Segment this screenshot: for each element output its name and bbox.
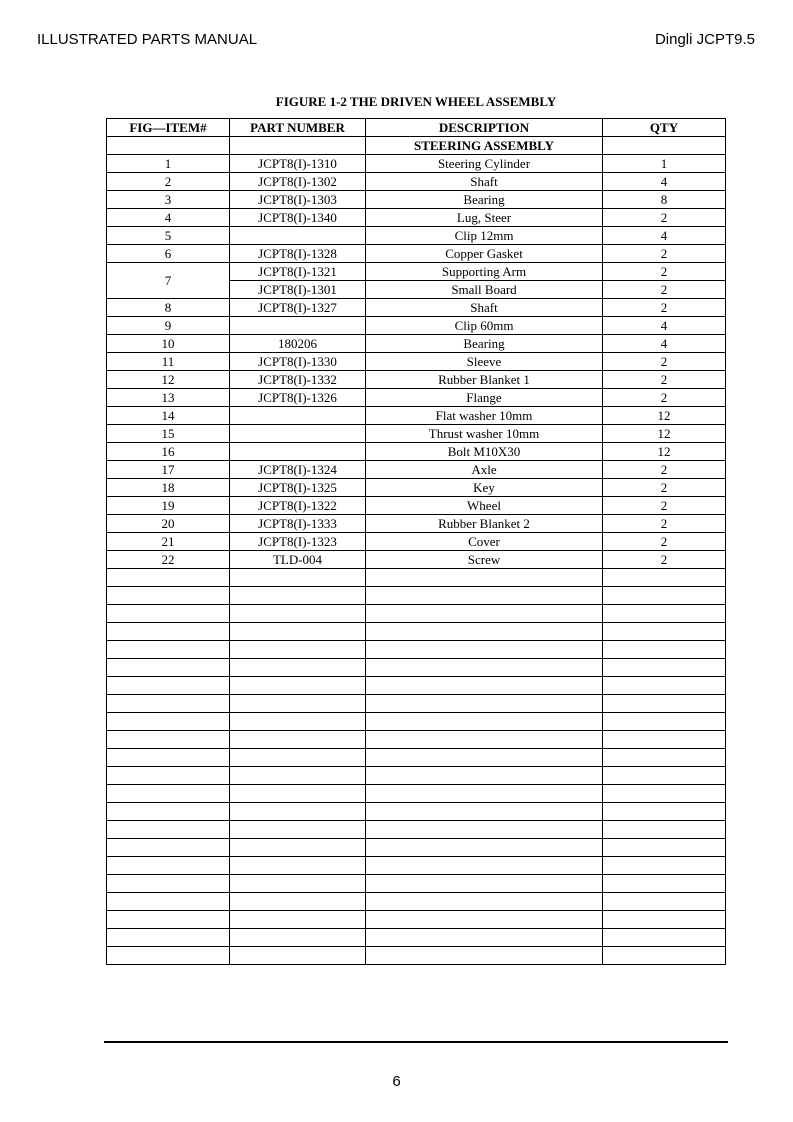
blank-cell — [230, 749, 366, 767]
blank-cell — [603, 569, 726, 587]
blank-row — [107, 857, 726, 875]
blank-cell — [230, 695, 366, 713]
table-row — [107, 389, 726, 407]
blank-cell — [603, 857, 726, 875]
qty-cell: 4 — [603, 335, 726, 353]
blank-cell — [107, 641, 230, 659]
description-cell: Copper Gasket — [366, 245, 603, 263]
blank-cell — [107, 821, 230, 839]
item-number-cell: 1 — [107, 155, 230, 173]
blank-row — [107, 911, 726, 929]
part-number-cell: JCPT8(I)-1330 — [230, 353, 366, 371]
blank-cell — [366, 857, 603, 875]
table-row — [107, 353, 726, 371]
part-number-cell: JCPT8(I)-1301 — [230, 281, 366, 299]
blank-cell — [366, 875, 603, 893]
blank-cell — [230, 767, 366, 785]
blank-cell — [230, 857, 366, 875]
blank-cell — [230, 911, 366, 929]
blank-cell — [603, 785, 726, 803]
blank-cell — [107, 677, 230, 695]
qty-cell: 2 — [603, 389, 726, 407]
blank-cell — [230, 713, 366, 731]
blank-cell — [366, 677, 603, 695]
part-number-cell: JCPT8(I)-1327 — [230, 299, 366, 317]
part-number-cell: JCPT8(I)-1324 — [230, 461, 366, 479]
qty-cell: 2 — [603, 299, 726, 317]
description-cell: Rubber Blanket 2 — [366, 515, 603, 533]
item-number-cell: 14 — [107, 407, 230, 425]
table-row — [107, 335, 726, 353]
qty-cell: 2 — [603, 515, 726, 533]
table-row — [107, 497, 726, 515]
part-number-cell — [230, 443, 366, 461]
blank-cell — [107, 605, 230, 623]
item-number-cell: 20 — [107, 515, 230, 533]
qty-cell: 2 — [603, 263, 726, 281]
section-row — [107, 137, 726, 155]
blank-cell — [603, 677, 726, 695]
blank-cell — [366, 605, 603, 623]
part-number-cell: JCPT8(I)-1322 — [230, 497, 366, 515]
blank-cell — [107, 875, 230, 893]
description-cell: Cover — [366, 533, 603, 551]
part-number-cell: JCPT8(I)-1302 — [230, 173, 366, 191]
part-number-cell: JCPT8(I)-1332 — [230, 371, 366, 389]
description-cell: Axle — [366, 461, 603, 479]
blank-cell — [107, 695, 230, 713]
description-cell: Clip 60mm — [366, 317, 603, 335]
table-row — [107, 515, 726, 533]
description-cell: Shaft — [366, 173, 603, 191]
blank-cell — [107, 569, 230, 587]
blank-cell — [107, 803, 230, 821]
blank-cell — [603, 749, 726, 767]
item-number-cell: 3 — [107, 191, 230, 209]
blank-cell — [366, 893, 603, 911]
blank-cell — [366, 695, 603, 713]
item-number-cell: 22 — [107, 551, 230, 569]
parts-table — [106, 118, 726, 965]
part-number-cell — [230, 227, 366, 245]
blank-cell — [366, 569, 603, 587]
description-cell: Supporting Arm — [366, 263, 603, 281]
part-number-cell — [230, 317, 366, 335]
column-header-fig-item: FIG—ITEM# — [107, 119, 230, 137]
qty-cell: 4 — [603, 317, 726, 335]
parts-table-body — [107, 137, 726, 965]
description-cell: Flat washer 10mm — [366, 407, 603, 425]
blank-row — [107, 623, 726, 641]
qty-cell: 1 — [603, 155, 726, 173]
qty-cell: 12 — [603, 407, 726, 425]
column-header-description: DESCRIPTION — [366, 119, 603, 137]
item-number-cell: 12 — [107, 371, 230, 389]
section-cell-empty — [107, 137, 230, 155]
description-cell: Rubber Blanket 1 — [366, 371, 603, 389]
description-cell: Screw — [366, 551, 603, 569]
description-cell: Wheel — [366, 497, 603, 515]
blank-cell — [230, 875, 366, 893]
table-row — [107, 461, 726, 479]
column-header-part-number: PART NUMBER — [230, 119, 366, 137]
table-row — [107, 551, 726, 569]
blank-cell — [230, 623, 366, 641]
blank-row — [107, 641, 726, 659]
qty-cell: 2 — [603, 371, 726, 389]
item-number-cell: 21 — [107, 533, 230, 551]
description-cell: Sleeve — [366, 353, 603, 371]
table-row — [107, 155, 726, 173]
item-number-cell: 9 — [107, 317, 230, 335]
blank-cell — [230, 785, 366, 803]
blank-cell — [366, 659, 603, 677]
blank-cell — [230, 569, 366, 587]
blank-cell — [603, 893, 726, 911]
blank-row — [107, 785, 726, 803]
qty-cell: 12 — [603, 425, 726, 443]
item-number-cell: 17 — [107, 461, 230, 479]
table-row — [107, 317, 726, 335]
blank-cell — [230, 659, 366, 677]
blank-cell — [107, 929, 230, 947]
blank-cell — [603, 839, 726, 857]
qty-cell: 2 — [603, 353, 726, 371]
description-cell: Thrust washer 10mm — [366, 425, 603, 443]
part-number-cell: JCPT8(I)-1340 — [230, 209, 366, 227]
table-row — [107, 299, 726, 317]
blank-row — [107, 713, 726, 731]
blank-cell — [230, 929, 366, 947]
blank-cell — [366, 623, 603, 641]
blank-cell — [366, 731, 603, 749]
blank-cell — [366, 911, 603, 929]
qty-cell: 2 — [603, 281, 726, 299]
blank-cell — [603, 623, 726, 641]
part-number-cell: JCPT8(I)-1326 — [230, 389, 366, 407]
blank-cell — [107, 623, 230, 641]
blank-cell — [107, 713, 230, 731]
blank-row — [107, 587, 726, 605]
table-row — [107, 191, 726, 209]
blank-cell — [107, 785, 230, 803]
blank-row — [107, 695, 726, 713]
blank-row — [107, 767, 726, 785]
table-row — [107, 371, 726, 389]
blank-row — [107, 605, 726, 623]
item-number-cell: 13 — [107, 389, 230, 407]
model-name: Dingli JCPT9.5 — [654, 31, 755, 48]
part-number-cell: JCPT8(I)-1303 — [230, 191, 366, 209]
part-number-cell: JCPT8(I)-1333 — [230, 515, 366, 533]
table-row — [107, 245, 726, 263]
table-row — [107, 425, 726, 443]
blank-row — [107, 821, 726, 839]
part-number-cell: 180206 — [230, 335, 366, 353]
item-number-cell: 8 — [107, 299, 230, 317]
table-header-row — [107, 119, 726, 137]
manual-title: ILLUSTRATED PARTS MANUAL — [37, 31, 258, 48]
description-cell: Bolt M10X30 — [366, 443, 603, 461]
part-number-cell — [230, 407, 366, 425]
part-number-cell: JCPT8(I)-1328 — [230, 245, 366, 263]
blank-row — [107, 947, 726, 965]
qty-cell: 2 — [603, 533, 726, 551]
item-number-cell: 16 — [107, 443, 230, 461]
blank-cell — [603, 947, 726, 965]
blank-cell — [603, 605, 726, 623]
blank-cell — [366, 785, 603, 803]
qty-cell: 2 — [603, 245, 726, 263]
blank-cell — [107, 749, 230, 767]
description-cell: Key — [366, 479, 603, 497]
table-row — [107, 533, 726, 551]
part-number-cell: JCPT8(I)-1325 — [230, 479, 366, 497]
blank-row — [107, 569, 726, 587]
blank-row — [107, 839, 726, 857]
blank-cell — [603, 929, 726, 947]
item-number-cell: 18 — [107, 479, 230, 497]
blank-cell — [107, 659, 230, 677]
section-cell-empty — [230, 137, 366, 155]
part-number-cell — [230, 425, 366, 443]
qty-cell: 2 — [603, 209, 726, 227]
blank-cell — [366, 749, 603, 767]
qty-cell: 4 — [603, 173, 726, 191]
blank-cell — [230, 677, 366, 695]
qty-cell: 2 — [603, 461, 726, 479]
part-number-cell: TLD-004 — [230, 551, 366, 569]
blank-row — [107, 659, 726, 677]
blank-cell — [603, 875, 726, 893]
qty-cell: 2 — [603, 479, 726, 497]
blank-row — [107, 749, 726, 767]
blank-cell — [107, 731, 230, 749]
blank-cell — [603, 713, 726, 731]
part-number-cell: JCPT8(I)-1310 — [230, 155, 366, 173]
blank-row — [107, 875, 726, 893]
description-cell: Clip 12mm — [366, 227, 603, 245]
blank-cell — [366, 767, 603, 785]
blank-cell — [230, 821, 366, 839]
blank-cell — [230, 641, 366, 659]
blank-cell — [603, 695, 726, 713]
blank-cell — [366, 929, 603, 947]
blank-cell — [107, 947, 230, 965]
section-label: STEERING ASSEMBLY — [366, 137, 603, 155]
blank-cell — [603, 803, 726, 821]
item-number-cell: 2 — [107, 173, 230, 191]
description-cell: Shaft — [366, 299, 603, 317]
blank-cell — [603, 911, 726, 929]
blank-cell — [603, 821, 726, 839]
description-cell: Bearing — [366, 191, 603, 209]
item-number-cell: 19 — [107, 497, 230, 515]
blank-cell — [603, 641, 726, 659]
table-row — [107, 173, 726, 191]
page-number: 6 — [392, 1073, 401, 1090]
table-row — [107, 407, 726, 425]
blank-cell — [603, 767, 726, 785]
description-cell: Bearing — [366, 335, 603, 353]
blank-cell — [107, 857, 230, 875]
item-number-cell: 15 — [107, 425, 230, 443]
item-number-cell: 4 — [107, 209, 230, 227]
blank-cell — [366, 821, 603, 839]
blank-cell — [230, 731, 366, 749]
item-number-cell: 7 — [107, 263, 230, 299]
item-number-cell: 5 — [107, 227, 230, 245]
blank-cell — [366, 803, 603, 821]
qty-cell: 12 — [603, 443, 726, 461]
item-number-cell: 11 — [107, 353, 230, 371]
blank-cell — [366, 641, 603, 659]
table-row — [107, 479, 726, 497]
blank-cell — [107, 839, 230, 857]
footer-rule — [104, 1041, 728, 1043]
table-row — [107, 227, 726, 245]
description-cell: Flange — [366, 389, 603, 407]
qty-cell: 8 — [603, 191, 726, 209]
blank-cell — [230, 839, 366, 857]
table-row — [107, 263, 726, 281]
blank-cell — [603, 659, 726, 677]
blank-cell — [603, 731, 726, 749]
description-cell: Small Board — [366, 281, 603, 299]
blank-cell — [366, 713, 603, 731]
part-number-cell: JCPT8(I)-1323 — [230, 533, 366, 551]
column-header-qty: QTY — [603, 119, 726, 137]
item-number-cell: 10 — [107, 335, 230, 353]
blank-cell — [107, 911, 230, 929]
blank-cell — [107, 587, 230, 605]
blank-cell — [603, 587, 726, 605]
item-number-cell: 6 — [107, 245, 230, 263]
blank-cell — [230, 803, 366, 821]
blank-row — [107, 803, 726, 821]
blank-cell — [366, 587, 603, 605]
blank-row — [107, 929, 726, 947]
blank-cell — [107, 893, 230, 911]
figure-title: FIGURE 1-2 THE DRIVEN WHEEL ASSEMBLY — [275, 94, 557, 109]
section-cell-empty — [603, 137, 726, 155]
description-cell: Lug, Steer — [366, 209, 603, 227]
qty-cell: 2 — [603, 497, 726, 515]
part-number-cell: JCPT8(I)-1321 — [230, 263, 366, 281]
table-row — [107, 209, 726, 227]
blank-row — [107, 677, 726, 695]
blank-cell — [230, 587, 366, 605]
qty-cell: 4 — [603, 227, 726, 245]
description-cell: Steering Cylinder — [366, 155, 603, 173]
blank-cell — [230, 947, 366, 965]
blank-cell — [366, 839, 603, 857]
table-row — [107, 443, 726, 461]
qty-cell: 2 — [603, 551, 726, 569]
blank-row — [107, 731, 726, 749]
blank-cell — [230, 605, 366, 623]
blank-cell — [107, 767, 230, 785]
blank-row — [107, 893, 726, 911]
blank-cell — [230, 893, 366, 911]
blank-cell — [366, 947, 603, 965]
